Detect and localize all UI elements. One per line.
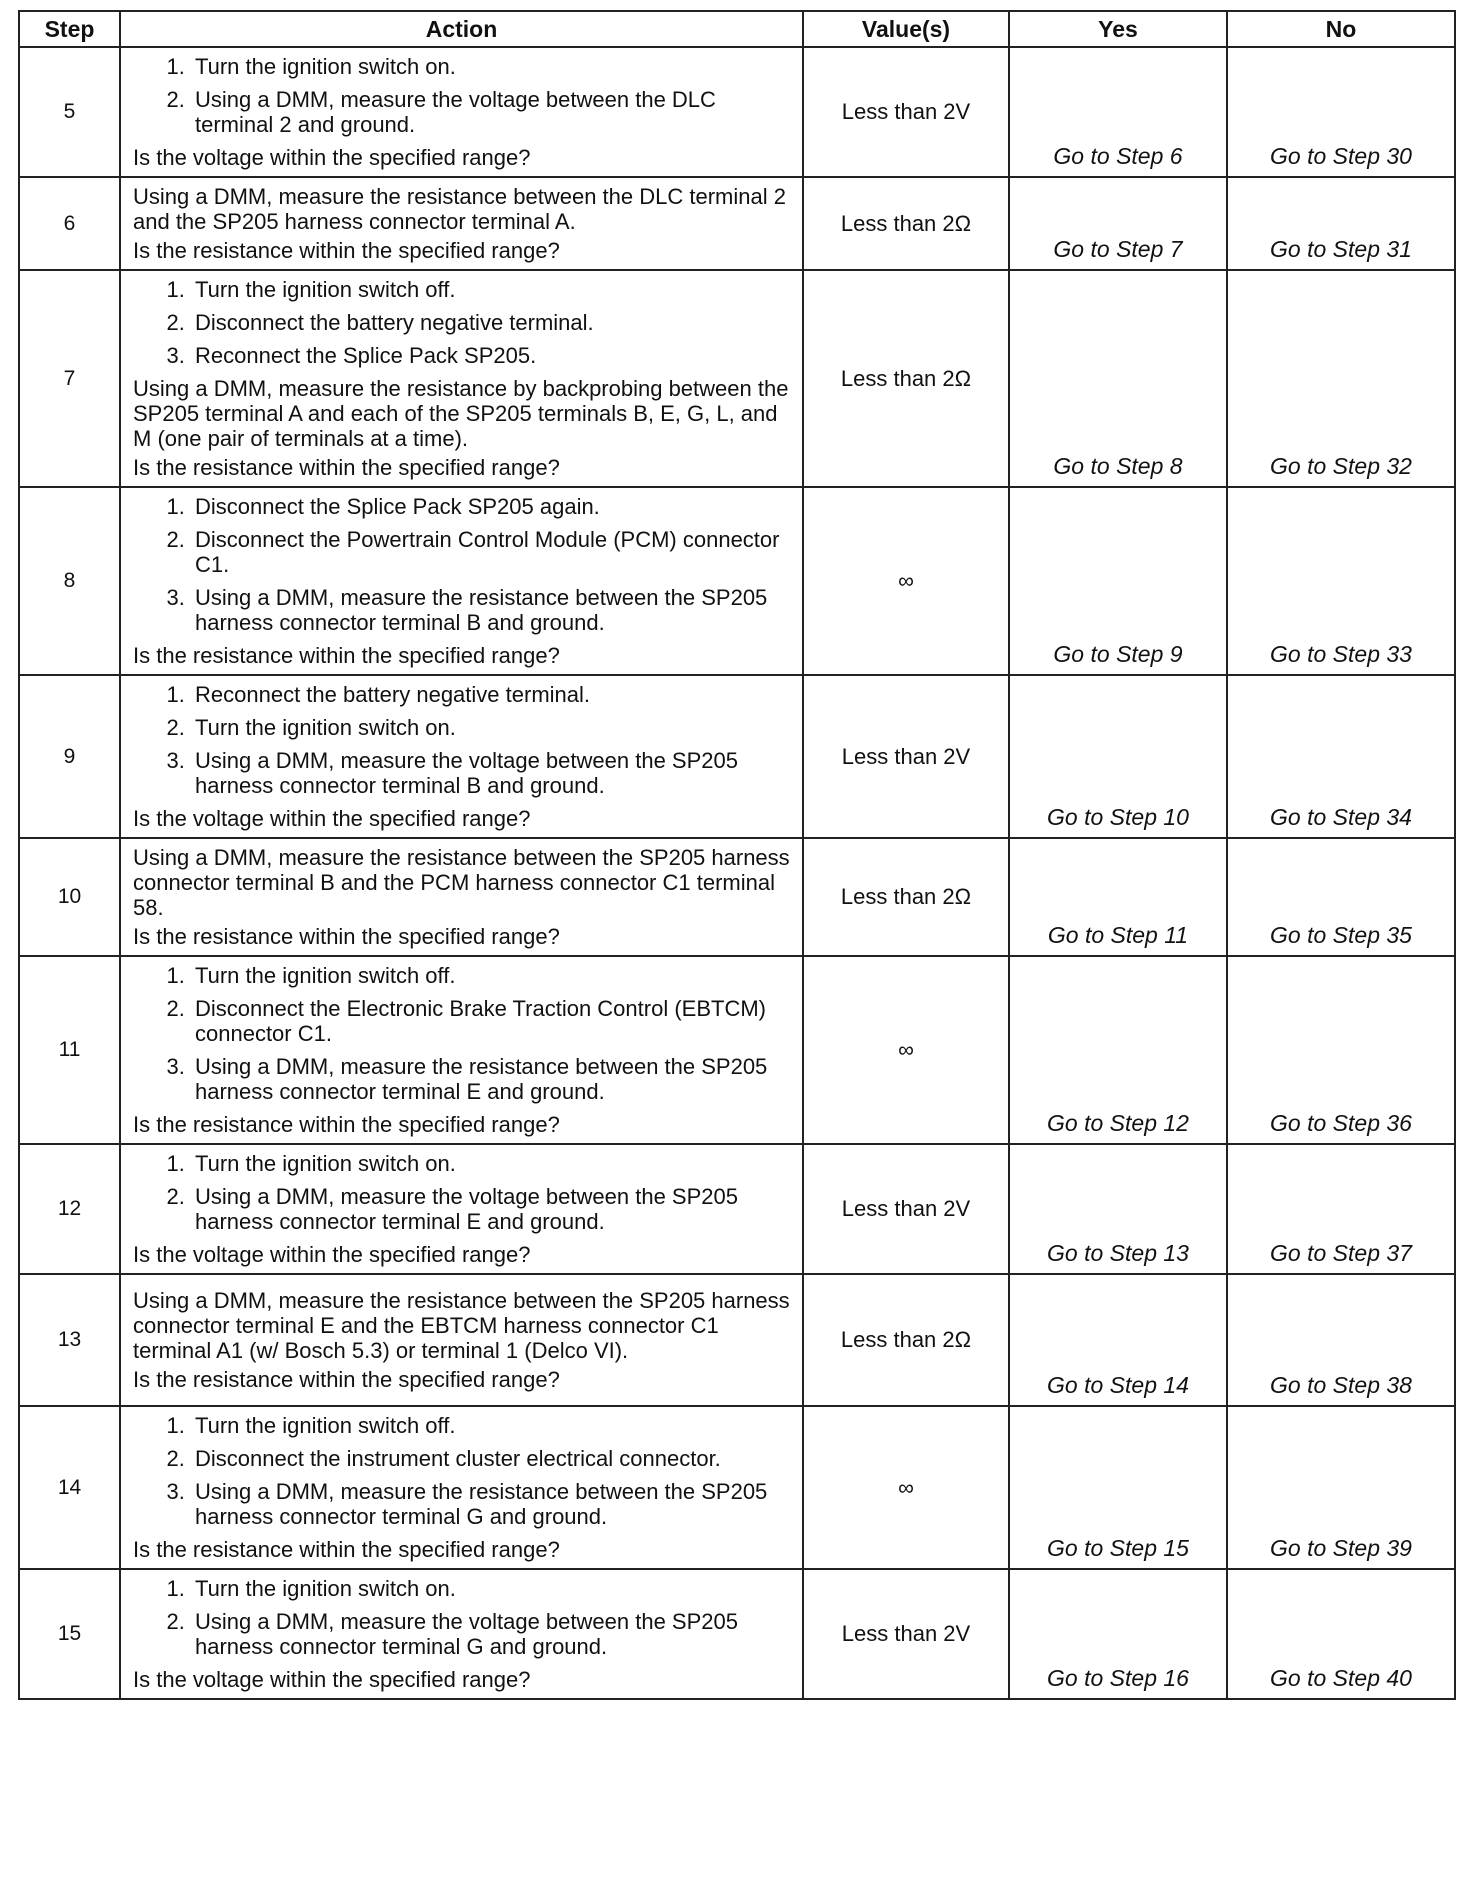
table-row (19, 47, 1455, 177)
no-cell: Go to Step 37 (1227, 1144, 1455, 1274)
yes-cell: Go to Step 6 (1009, 47, 1227, 177)
action-step: 1. Turn the ignition switch on. (191, 1151, 792, 1176)
action-cell (120, 47, 803, 177)
action-cell (120, 177, 803, 270)
action-cell (120, 1144, 803, 1274)
table-row (19, 177, 1455, 270)
action-step: 1. Turn the ignition switch on. (191, 1576, 792, 1601)
diagnostic-table-container (18, 10, 1454, 1700)
header-no: No (1227, 11, 1455, 47)
action-text: Using a DMM, measure the resistance between the SP205 harness connector terminal B and the PCM harness connector C1 terminal 58. (133, 845, 790, 920)
step-number: 5 (19, 47, 120, 177)
no-cell: Go to Step 39 (1227, 1406, 1455, 1569)
value-cell: Less than 2Ω (803, 177, 1009, 270)
header-yes: Yes (1009, 11, 1227, 47)
action-step: 2. Disconnect the battery negative terminal. (191, 310, 792, 335)
step-number: 6 (19, 177, 120, 270)
table-row (19, 270, 1455, 487)
action-cell (120, 956, 803, 1144)
yes-cell: Go to Step 13 (1009, 1144, 1227, 1274)
action-step: 2. Using a DMM, measure the voltage between the SP205 harness connector terminal G and ground. (191, 1609, 792, 1659)
action-step: 1. Turn the ignition switch on. (191, 54, 792, 79)
action-steps (133, 494, 792, 635)
table-row (19, 675, 1455, 838)
action-cell (120, 270, 803, 487)
action-steps (133, 277, 792, 368)
header-step: Step (19, 11, 120, 47)
step-number: 7 (19, 270, 120, 487)
table-row (19, 487, 1455, 675)
value-cell: Less than 2Ω (803, 838, 1009, 956)
step-number: 10 (19, 838, 120, 956)
action-steps (133, 1576, 792, 1659)
action-question: Is the resistance within the specified range? (133, 1367, 560, 1392)
value-cell: Less than 2Ω (803, 270, 1009, 487)
action-cell (120, 1274, 803, 1406)
value-cell: ∞ (803, 487, 1009, 675)
value-cell: Less than 2V (803, 1144, 1009, 1274)
yes-cell: Go to Step 14 (1009, 1274, 1227, 1406)
action-cell (120, 1569, 803, 1699)
value-cell: ∞ (803, 1406, 1009, 1569)
table-row (19, 1144, 1455, 1274)
no-cell: Go to Step 30 (1227, 47, 1455, 177)
action-text: Using a DMM, measure the resistance between the SP205 harness connector terminal E and the EBTCM harness connector C1 terminal A1 (w/ Bosch 5.3) or terminal 1 (Delco VI). (133, 1288, 790, 1363)
action-step: 3. Using a DMM, measure the resistance between the SP205 harness connector terminal E and ground. (191, 1054, 792, 1104)
action-question: Is the voltage within the specified range? (133, 145, 531, 170)
action-question: Is the resistance within the specified range? (133, 924, 560, 949)
action-step: 2. Turn the ignition switch on. (191, 715, 792, 740)
step-number: 9 (19, 675, 120, 838)
action-question: Is the voltage within the specified range? (133, 806, 531, 831)
action-step: 2. Disconnect the instrument cluster electrical connector. (191, 1446, 792, 1471)
action-steps (133, 1151, 792, 1234)
action-question: Is the resistance within the specified range? (133, 643, 560, 668)
action-question: Is the voltage within the specified range? (133, 1242, 531, 1267)
header-action: Action (120, 11, 803, 47)
header-row (19, 11, 1455, 47)
no-cell: Go to Step 36 (1227, 956, 1455, 1144)
action-step: 1. Turn the ignition switch off. (191, 1413, 792, 1438)
action-steps (133, 1413, 792, 1529)
action-step: 1. Turn the ignition switch off. (191, 963, 792, 988)
action-step: 2. Using a DMM, measure the voltage between the SP205 harness connector terminal E and ground. (191, 1184, 792, 1234)
yes-cell: Go to Step 8 (1009, 270, 1227, 487)
action-step: 3. Using a DMM, measure the resistance between the SP205 harness connector terminal G and ground. (191, 1479, 792, 1529)
no-cell: Go to Step 32 (1227, 270, 1455, 487)
value-cell: Less than 2V (803, 1569, 1009, 1699)
step-number: 14 (19, 1406, 120, 1569)
value-cell: Less than 2V (803, 47, 1009, 177)
no-cell: Go to Step 34 (1227, 675, 1455, 838)
action-cell (120, 487, 803, 675)
yes-cell: Go to Step 11 (1009, 838, 1227, 956)
table-row (19, 838, 1455, 956)
no-cell: Go to Step 31 (1227, 177, 1455, 270)
action-step: 2. Using a DMM, measure the voltage between the DLC terminal 2 and ground. (191, 87, 792, 137)
value-cell: Less than 2Ω (803, 1274, 1009, 1406)
action-cell (120, 1406, 803, 1569)
yes-cell: Go to Step 16 (1009, 1569, 1227, 1699)
table-row (19, 956, 1455, 1144)
no-cell: Go to Step 33 (1227, 487, 1455, 675)
action-step: 1. Disconnect the Splice Pack SP205 again. (191, 494, 792, 519)
action-step: 3. Using a DMM, measure the resistance between the SP205 harness connector terminal B and ground. (191, 585, 792, 635)
action-cell (120, 838, 803, 956)
diagnostic-table (18, 10, 1456, 1700)
yes-cell: Go to Step 7 (1009, 177, 1227, 270)
action-text: Using a DMM, measure the resistance by backprobing between the SP205 terminal A and each of the SP205 terminals B, E, G, L, and M (one pair of terminals at a time). (133, 376, 789, 451)
yes-cell: Go to Step 9 (1009, 487, 1227, 675)
action-step: 2. Disconnect the Electronic Brake Traction Control (EBTCM) connector C1. (191, 996, 792, 1046)
action-steps (133, 963, 792, 1104)
step-number: 11 (19, 956, 120, 1144)
no-cell: Go to Step 40 (1227, 1569, 1455, 1699)
table-row (19, 1274, 1455, 1406)
step-number: 13 (19, 1274, 120, 1406)
table-row (19, 1406, 1455, 1569)
action-question: Is the resistance within the specified range? (133, 1112, 560, 1137)
action-steps (133, 54, 792, 137)
action-question: Is the resistance within the specified range? (133, 238, 560, 263)
action-cell (120, 675, 803, 838)
yes-cell: Go to Step 10 (1009, 675, 1227, 838)
step-number: 8 (19, 487, 120, 675)
action-step: 1. Turn the ignition switch off. (191, 277, 792, 302)
action-text: Using a DMM, measure the resistance between the DLC terminal 2 and the SP205 harness connector terminal A. (133, 184, 786, 234)
action-question: Is the voltage within the specified range? (133, 1667, 531, 1692)
action-step: 3. Using a DMM, measure the voltage between the SP205 harness connector terminal B and ground. (191, 748, 792, 798)
value-cell: ∞ (803, 956, 1009, 1144)
no-cell: Go to Step 38 (1227, 1274, 1455, 1406)
action-steps (133, 682, 792, 798)
action-step: 1. Reconnect the battery negative terminal. (191, 682, 792, 707)
header-value: Value(s) (803, 11, 1009, 47)
no-cell: Go to Step 35 (1227, 838, 1455, 956)
action-step: 3. Reconnect the Splice Pack SP205. (191, 343, 792, 368)
action-question: Is the resistance within the specified range? (133, 455, 560, 480)
yes-cell: Go to Step 12 (1009, 956, 1227, 1144)
step-number: 15 (19, 1569, 120, 1699)
action-question: Is the resistance within the specified range? (133, 1537, 560, 1562)
table-row (19, 1569, 1455, 1699)
yes-cell: Go to Step 15 (1009, 1406, 1227, 1569)
step-number: 12 (19, 1144, 120, 1274)
value-cell: Less than 2V (803, 675, 1009, 838)
action-step: 2. Disconnect the Powertrain Control Module (PCM) connector C1. (191, 527, 792, 577)
